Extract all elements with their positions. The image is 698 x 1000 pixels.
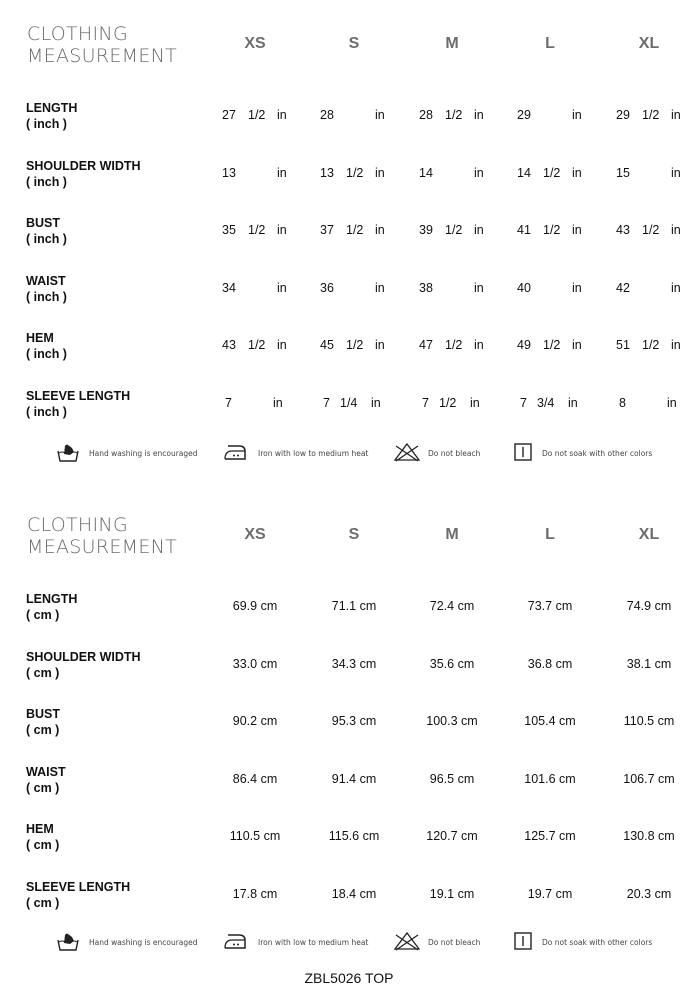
cm-value-cell: 110.5 cm bbox=[229, 829, 281, 843]
cm-row-label bbox=[26, 764, 66, 796]
whole-number: 7 bbox=[323, 395, 330, 410]
cm-value-cell: 110.5 cm bbox=[623, 714, 675, 728]
fraction: 1/2 bbox=[445, 108, 463, 122]
inch-unit-label: ( inch ) bbox=[26, 232, 67, 246]
whole-number: 7 bbox=[520, 395, 527, 410]
whole-number: 43 bbox=[222, 338, 236, 352]
unit-in: in bbox=[474, 108, 484, 122]
inch-size-header-xl: XL bbox=[638, 35, 660, 52]
whole-number: 42 bbox=[616, 280, 630, 295]
inch-title-line1: CLOTHING bbox=[27, 23, 128, 45]
unit-in: in bbox=[277, 165, 287, 180]
whole-number: 7 bbox=[422, 395, 429, 410]
fraction: 1/2 bbox=[543, 165, 561, 180]
cm-value-cell: 34.3 cm bbox=[331, 656, 377, 671]
unit-in: in bbox=[474, 165, 484, 180]
cm-value-cell: 74.9 cm bbox=[626, 599, 672, 613]
cm-value-cell: 20.3 cm bbox=[626, 886, 672, 901]
fraction: 1/4 bbox=[340, 395, 358, 410]
cm-measurement-name: BUST bbox=[26, 707, 61, 721]
fraction: 1/2 bbox=[346, 223, 364, 237]
cm-unit-label: ( cm ) bbox=[26, 723, 60, 737]
unit-in: in bbox=[375, 108, 385, 122]
cm-value-cell: 100.3 cm bbox=[426, 714, 478, 728]
whole-number: 7 bbox=[225, 395, 232, 410]
unit-in: in bbox=[568, 395, 578, 410]
fraction: 1/2 bbox=[642, 223, 660, 237]
cm-size-header-m: M bbox=[445, 526, 459, 543]
cm-unit-label: ( cm ) bbox=[26, 838, 60, 852]
care-text: Hand washing is encouraged bbox=[89, 938, 198, 947]
inch-measurement-name: BUST bbox=[26, 216, 61, 230]
unit-in: in bbox=[371, 395, 381, 410]
cm-size-header-s: S bbox=[348, 526, 360, 543]
care-instructions bbox=[0, 931, 698, 955]
care-text: Do not bleach bbox=[428, 938, 481, 947]
whole-number: 29 bbox=[616, 108, 630, 122]
cm-value-cell: 130.8 cm bbox=[623, 829, 675, 843]
unit-in: in bbox=[671, 280, 681, 295]
inch-measurement-name: WAIST bbox=[26, 273, 66, 288]
cm-size-header-xs: XS bbox=[244, 526, 266, 543]
whole-number: 14 bbox=[517, 165, 531, 180]
unit-in: in bbox=[277, 280, 287, 295]
care-text: Iron with low to medium heat bbox=[258, 449, 369, 458]
inch-measurement-name: LENGTH bbox=[26, 101, 78, 115]
cm-title-line2: MEASUREMENT bbox=[27, 536, 178, 558]
cm-row-label bbox=[26, 879, 130, 911]
cm-value-cell: 106.7 cm bbox=[623, 771, 675, 786]
inch-size-header-xs: XS bbox=[244, 35, 266, 52]
inch-unit-label: ( inch ) bbox=[26, 404, 67, 419]
fraction: 1/2 bbox=[445, 338, 463, 352]
cm-value-cell: 69.9 cm bbox=[232, 599, 278, 613]
unit-in: in bbox=[667, 395, 677, 410]
cm-value-cell: 35.6 cm bbox=[429, 656, 475, 671]
inch-measurement-name: SLEEVE LENGTH bbox=[26, 388, 131, 403]
whole-number: 37 bbox=[320, 223, 334, 237]
cm-size-header-xl: XL bbox=[638, 526, 660, 543]
cm-unit-label: ( cm ) bbox=[26, 780, 60, 795]
fraction: 1/2 bbox=[439, 395, 457, 410]
fraction: 1/2 bbox=[248, 338, 266, 352]
cm-value-cell: 86.4 cm bbox=[232, 771, 278, 786]
cm-value-cell: 72.4 cm bbox=[429, 599, 475, 613]
fraction: 1/2 bbox=[642, 108, 660, 122]
cm-measurement-name: WAIST bbox=[26, 764, 66, 779]
cm-value-cell: 17.8 cm bbox=[232, 886, 278, 901]
whole-number: 49 bbox=[517, 338, 531, 352]
unit-in: in bbox=[671, 165, 681, 180]
cm-value-cell: 115.6 cm bbox=[328, 829, 380, 843]
unit-in: in bbox=[474, 338, 484, 352]
fraction: 1/2 bbox=[346, 165, 364, 180]
fraction: 1/2 bbox=[445, 223, 463, 237]
cm-value-cell: 91.4 cm bbox=[331, 771, 377, 786]
whole-number: 38 bbox=[419, 280, 433, 295]
whole-number: 8 bbox=[619, 395, 626, 410]
cm-unit-label: ( cm ) bbox=[26, 665, 60, 680]
unit-in: in bbox=[572, 338, 582, 352]
cm-measurement-name: HEM bbox=[26, 822, 54, 836]
whole-number: 14 bbox=[419, 165, 433, 180]
cm-value-cell: 95.3 cm bbox=[331, 714, 377, 728]
whole-number: 13 bbox=[222, 165, 236, 180]
cm-value-cell: 120.7 cm bbox=[426, 829, 478, 843]
whole-number: 45 bbox=[320, 338, 334, 352]
product-code: ZBL5026 TOP bbox=[304, 970, 394, 986]
cm-measurement-name: SLEEVE LENGTH bbox=[26, 879, 131, 894]
whole-number: 27 bbox=[222, 108, 236, 122]
unit-in: in bbox=[277, 108, 287, 122]
whole-number: 15 bbox=[616, 165, 630, 180]
cm-value-cell: 71.1 cm bbox=[331, 599, 377, 613]
cm-row-label bbox=[26, 706, 60, 738]
fraction: 1/2 bbox=[642, 338, 660, 352]
unit-in: in bbox=[572, 280, 582, 295]
fraction: 1/2 bbox=[543, 223, 561, 237]
cm-value-cell: 73.7 cm bbox=[527, 599, 573, 613]
cm-value-cell: 19.7 cm bbox=[527, 886, 573, 901]
cm-row-label bbox=[26, 649, 141, 681]
unit-in: in bbox=[572, 223, 582, 237]
cm-value-cell: 33.0 cm bbox=[232, 656, 278, 671]
whole-number: 41 bbox=[517, 223, 531, 237]
inch-title-line2: MEASUREMENT bbox=[27, 45, 178, 67]
unit-in: in bbox=[375, 165, 385, 180]
inch-size-header-s: S bbox=[348, 35, 360, 52]
whole-number: 43 bbox=[616, 223, 630, 237]
unit-in: in bbox=[375, 338, 385, 352]
unit-in: in bbox=[671, 223, 681, 237]
care-text: Do not bleach bbox=[428, 449, 481, 458]
unit-in: in bbox=[273, 395, 283, 410]
cm-unit-label: ( cm ) bbox=[26, 895, 60, 910]
whole-number: 29 bbox=[517, 108, 531, 122]
cm-title bbox=[27, 514, 177, 558]
cm-measurement-name: LENGTH bbox=[26, 592, 78, 606]
whole-number: 34 bbox=[222, 280, 236, 295]
unit-in: in bbox=[671, 338, 681, 352]
whole-number: 28 bbox=[419, 108, 433, 122]
cm-value-cell: 36.8 cm bbox=[527, 656, 573, 671]
unit-in: in bbox=[470, 395, 480, 410]
cm-title-line1: CLOTHING bbox=[27, 514, 128, 536]
inch-measurement-name: SHOULDER WIDTH bbox=[26, 158, 141, 173]
cm-measurement-name: SHOULDER WIDTH bbox=[26, 649, 141, 664]
unit-in: in bbox=[375, 280, 385, 295]
unit-in: in bbox=[474, 280, 484, 295]
cm-value-cell: 96.5 cm bbox=[429, 771, 475, 786]
whole-number: 35 bbox=[222, 223, 236, 237]
fraction: 1/2 bbox=[248, 223, 266, 237]
inch-size-header-m: M bbox=[445, 35, 459, 52]
whole-number: 28 bbox=[320, 108, 334, 122]
cm-unit-label: ( cm ) bbox=[26, 608, 60, 622]
cm-value-cell: 90.2 cm bbox=[232, 714, 278, 728]
unit-in: in bbox=[572, 108, 582, 122]
inch-unit-label: ( inch ) bbox=[26, 347, 67, 361]
inch-unit-label: ( inch ) bbox=[26, 117, 67, 131]
cm-value-cell: 105.4 cm bbox=[524, 714, 576, 728]
fraction: 1/2 bbox=[346, 338, 364, 352]
cm-value-cell: 38.1 cm bbox=[626, 656, 672, 671]
unit-in: in bbox=[277, 338, 287, 352]
cm-value-cell: 125.7 cm bbox=[524, 829, 576, 843]
inch-measurement-name: HEM bbox=[26, 331, 54, 345]
fraction: 1/2 bbox=[248, 108, 266, 122]
cm-value-cell: 101.6 cm bbox=[524, 771, 576, 786]
inch-unit-label: ( inch ) bbox=[26, 174, 67, 189]
inch-unit-label: ( inch ) bbox=[26, 289, 67, 304]
fraction: 1/2 bbox=[543, 338, 561, 352]
cm-row-label bbox=[26, 591, 77, 623]
care-text: Hand washing is encouraged bbox=[89, 449, 198, 458]
whole-number: 47 bbox=[419, 338, 433, 352]
whole-number: 36 bbox=[320, 280, 334, 295]
unit-in: in bbox=[572, 165, 582, 180]
unit-in: in bbox=[375, 223, 385, 237]
unit-in: in bbox=[671, 108, 681, 122]
care-text: Do not soak with other colors bbox=[542, 449, 653, 458]
cm-size-header-l: L bbox=[545, 526, 555, 543]
whole-number: 40 bbox=[517, 280, 531, 295]
cm-value-cell: 19.1 cm bbox=[429, 886, 475, 901]
whole-number: 51 bbox=[616, 338, 630, 352]
unit-in: in bbox=[474, 223, 484, 237]
unit-in: in bbox=[277, 223, 287, 237]
care-text: Iron with low to medium heat bbox=[258, 938, 369, 947]
whole-number: 13 bbox=[320, 165, 334, 180]
whole-number: 39 bbox=[419, 223, 433, 237]
care-text: Do not soak with other colors bbox=[542, 938, 653, 947]
cm-value-cell: 18.4 cm bbox=[331, 886, 377, 901]
inch-size-header-l: L bbox=[545, 35, 555, 52]
fraction: 3/4 bbox=[537, 395, 555, 410]
cm-row-label bbox=[26, 821, 59, 853]
